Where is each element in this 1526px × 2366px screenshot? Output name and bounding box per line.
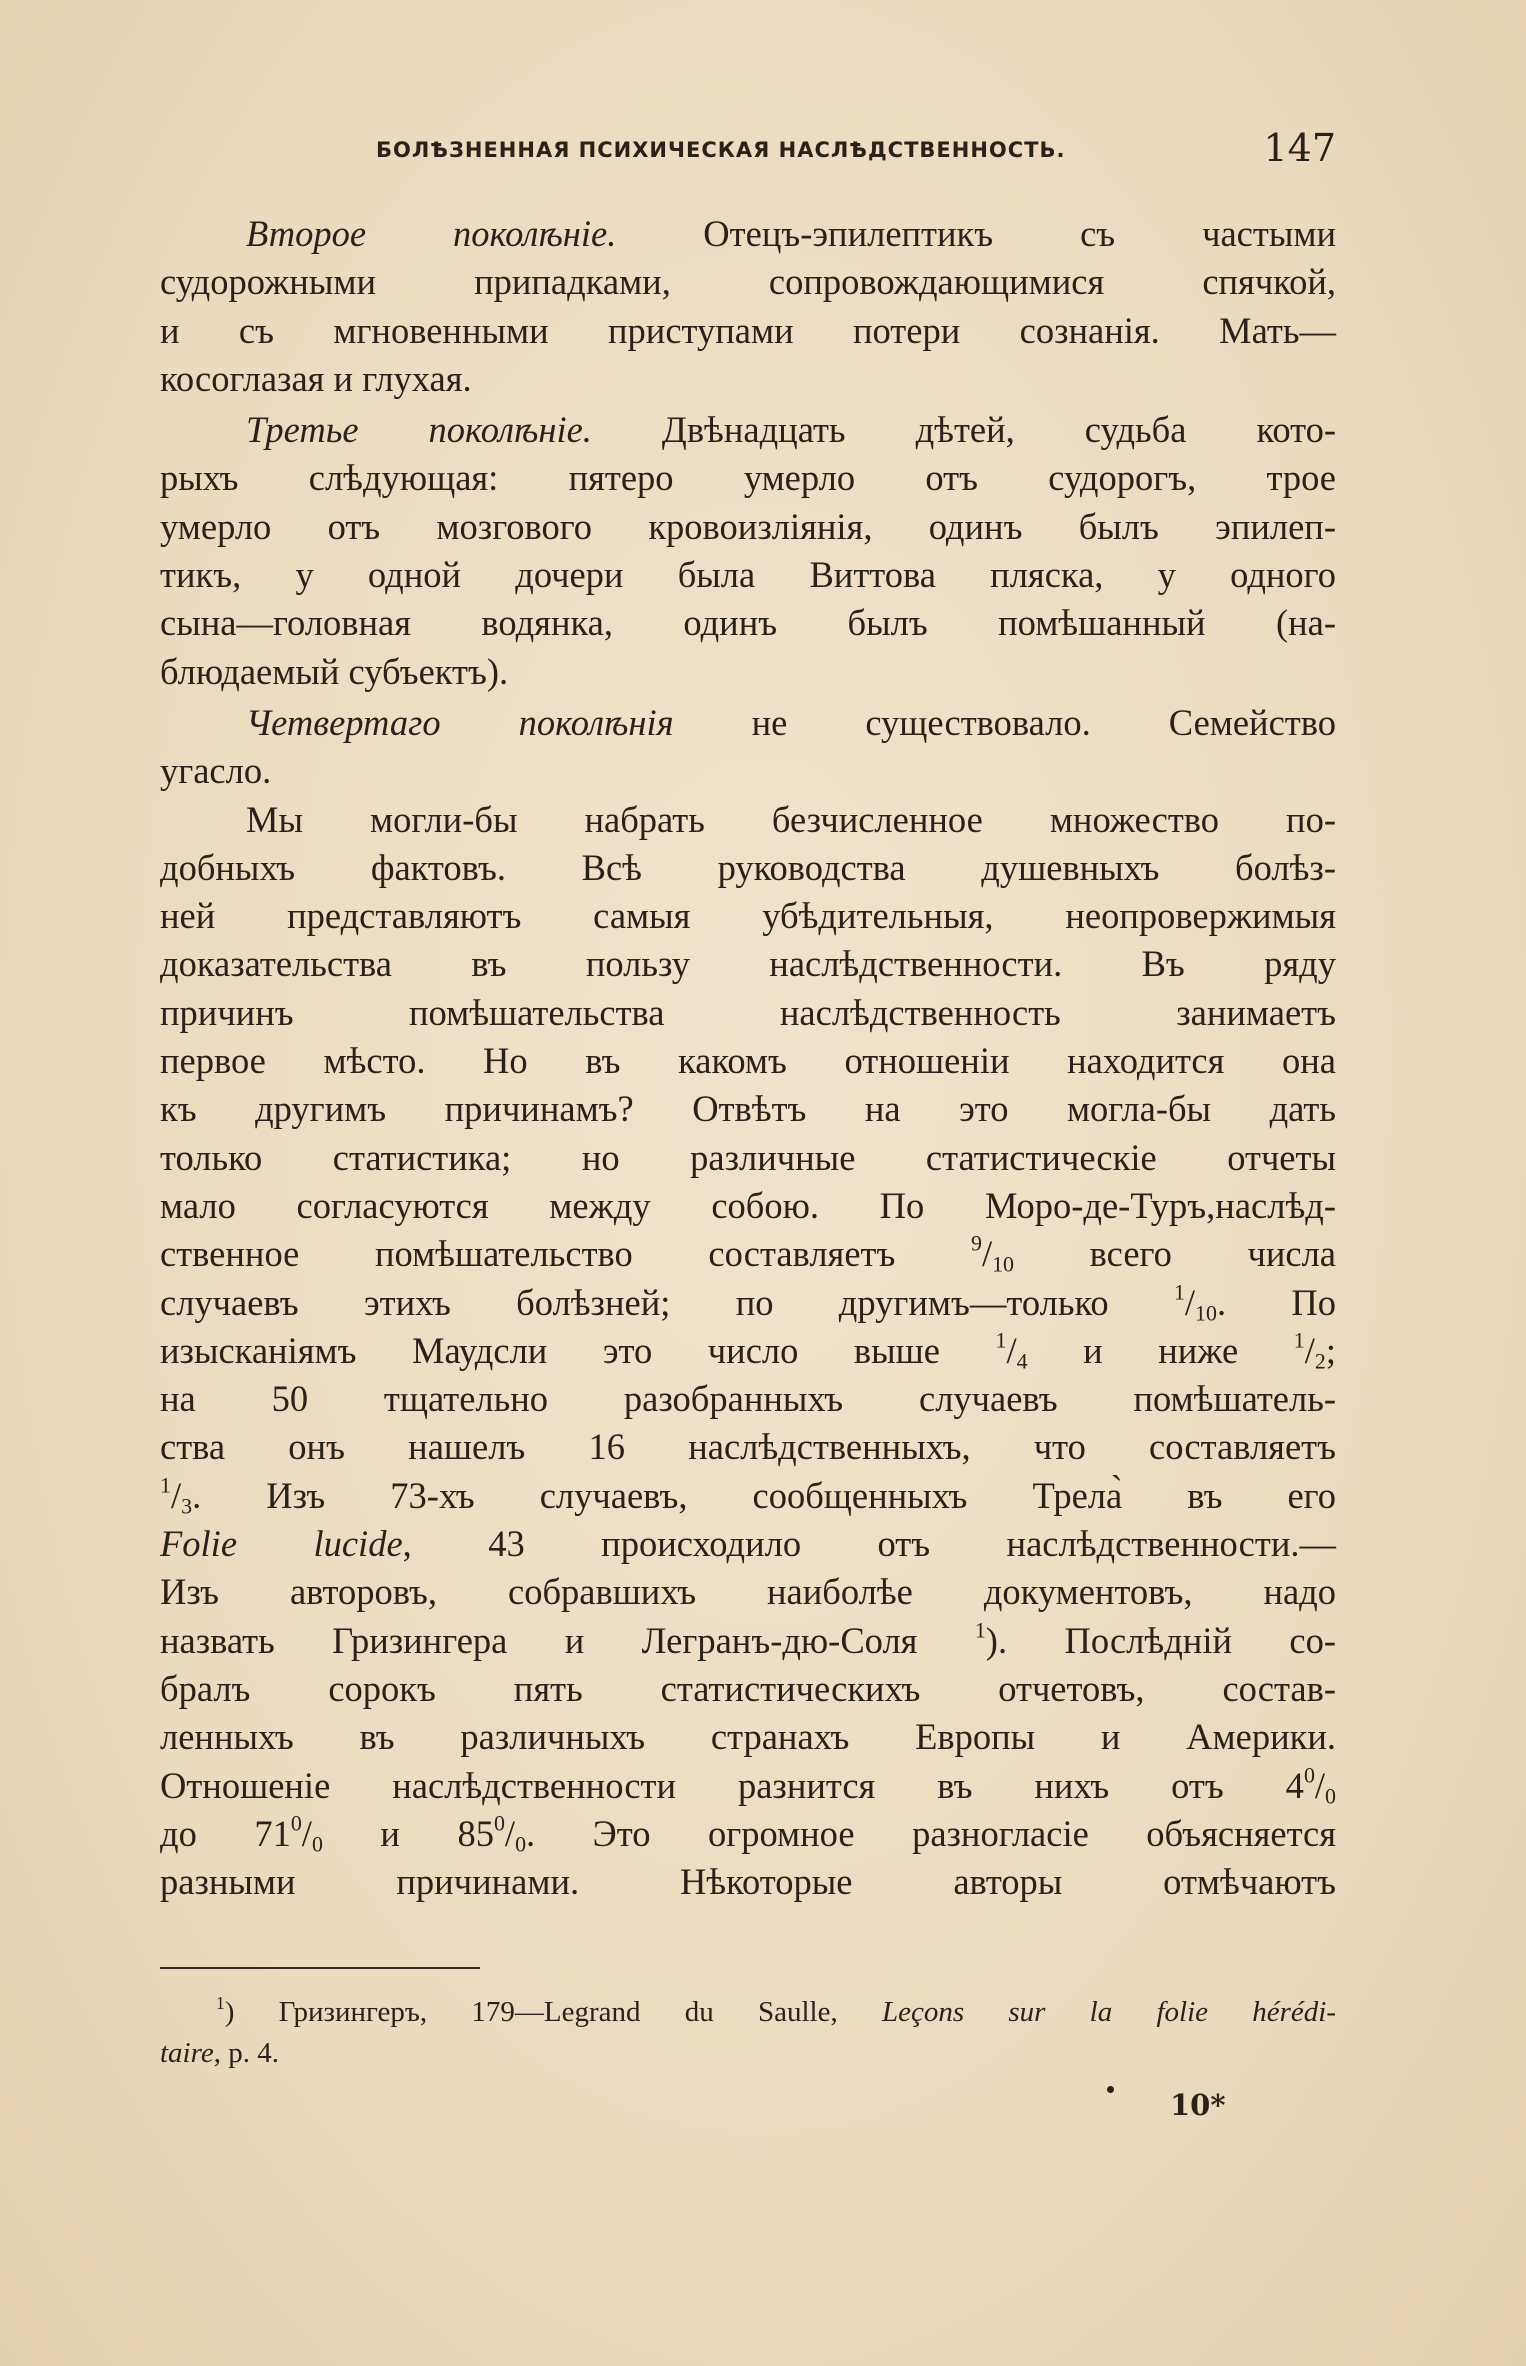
text-line: блюдаемый субъектъ).	[160, 650, 509, 692]
text-line	[160, 1762, 1336, 1810]
percent-sup: 0	[493, 1810, 505, 1836]
text-line: разными причинами. Нѣкоторые авторы отмѣчаютъ	[160, 1861, 1336, 1903]
fraction-numerator: 9	[971, 1230, 982, 1256]
page-number: 147	[1263, 126, 1336, 170]
text-line: къ другимъ причинамъ? Отвѣтъ на это могла-бы дать	[160, 1088, 1336, 1130]
text-line	[160, 1279, 1336, 1327]
running-title: БОЛѢЗНЕННАЯ ПСИХИЧЕСКАЯ НАСЛѢДСТВЕННОСТЬ.	[376, 138, 1066, 162]
text-line: рыхъ слѣдующая: пятеро умерло отъ судорогъ, трое	[160, 457, 1336, 499]
print-dot	[1107, 2086, 1114, 2093]
text-line: ства онъ нашелъ 16 наслѣдственныхъ, что составляетъ	[160, 1426, 1336, 1468]
text-line: Изъ авторовъ, собравшихъ наиболѣе документовъ, надо	[160, 1571, 1336, 1613]
text-line: на 50 тщательно разобранныхъ случаевъ помѣшатель-	[160, 1378, 1336, 1420]
fraction-denominator: 10	[992, 1251, 1014, 1277]
text-span: Отношеніе наслѣдственности разнится въ нихъ отъ 4	[160, 1764, 1304, 1806]
fraction-slash: /	[1006, 1329, 1017, 1371]
text-line	[160, 1617, 1336, 1665]
percent-sub: 0	[515, 1831, 527, 1857]
text-line	[160, 699, 1336, 747]
text-span: не существовало. Семейство	[673, 701, 1336, 743]
text-line: умерло отъ мозгового кровоизліянія, одинъ былъ эпилеп-	[160, 505, 1336, 547]
text-span: до 71	[160, 1812, 291, 1854]
italic-title: Leçons sur la folie hérédi-	[881, 1996, 1337, 2028]
text-line: косоглазая и глухая.	[160, 357, 472, 399]
text-span: ;	[1325, 1329, 1337, 1371]
fraction-numerator: 1	[160, 1472, 171, 1498]
italic-title: taire	[160, 2037, 214, 2069]
italic-heading: Второе поколѣніе.	[246, 213, 617, 254]
text-line	[160, 1327, 1336, 1375]
percent-sub: 0	[1325, 1782, 1336, 1808]
text-line: доказательства въ пользу наслѣдственности. Въ ряду	[160, 943, 1336, 985]
fraction-slash: /	[981, 1233, 993, 1275]
text-line: бралъ сорокъ пять статистическихъ отчетовъ, состав-	[160, 1667, 1336, 1709]
fraction-slash: /	[1184, 1281, 1196, 1323]
italic-heading: Четвертаго поколѣнія	[246, 701, 674, 743]
footnote-marker: 1	[216, 1992, 225, 2013]
text-span: ственное помѣшательство составляетъ	[160, 1233, 971, 1275]
text-span: ) Гризингеръ, 179—Legrand du Saulle,	[224, 1996, 882, 2028]
text-line	[160, 210, 1336, 258]
main-text	[160, 210, 1336, 1906]
text-span: Отецъ-эпилептикъ съ частыми	[616, 213, 1336, 254]
text-span: . Изъ 73-хъ случаевъ, сообщенныхъ Трела̀ въ его	[192, 1474, 1336, 1516]
text-line: угасло.	[160, 750, 272, 792]
text-line: только статистика; но различные статистическіе отчеты	[160, 1136, 1336, 1178]
text-span: ). Послѣдній со-	[985, 1619, 1336, 1661]
fraction-denominator: 2	[1314, 1348, 1326, 1374]
running-head	[376, 126, 1336, 176]
fraction-numerator: 1	[1173, 1279, 1185, 1305]
text-line: тикъ, у одной дочери была Виттова пляска, у одного	[160, 554, 1336, 596]
footnote-line	[160, 2033, 1336, 2074]
text-span: и 85	[322, 1812, 494, 1854]
fraction-denominator: 3	[181, 1493, 193, 1519]
text-span: Двѣнадцать дѣтей, судьба кото-	[591, 409, 1336, 451]
fraction-numerator: 1	[1293, 1327, 1305, 1353]
text-line: добныхъ фактовъ. Всѣ руководства душевныхъ болѣз-	[160, 846, 1336, 888]
text-line: первое мѣсто. Но въ какомъ отношеніи находится она	[160, 1040, 1336, 1082]
text-line	[160, 1472, 1336, 1520]
text-span: назвать Гризингера и Легранъ-дю-Соля	[160, 1619, 975, 1661]
fraction-slash: /	[1304, 1329, 1315, 1371]
text-line: ленныхъ въ различныхъ странахъ Европы и Америки.	[160, 1716, 1336, 1758]
text-line: судорожными припадками, сопровождающимися спячкой,	[160, 261, 1336, 303]
text-span: . По	[1216, 1281, 1337, 1323]
fraction-denominator: 4	[1016, 1348, 1028, 1374]
text-line	[160, 1230, 1336, 1278]
text-line	[160, 1810, 1336, 1858]
text-span: и ниже	[1027, 1329, 1294, 1371]
footnote-rule	[160, 1967, 480, 1969]
percent-sup: 0	[290, 1810, 302, 1836]
footnote-ref: 1	[974, 1617, 986, 1643]
text-span: всего числа	[1014, 1233, 1336, 1275]
text-span: , p. 4.	[213, 2037, 279, 2069]
signature-mark: 10*	[1170, 2088, 1226, 2122]
percent-sup: 0	[1303, 1762, 1315, 1788]
fraction-denominator: 10	[1195, 1300, 1217, 1325]
text-span: , 43 происходило отъ наслѣдственности.—	[402, 1523, 1336, 1565]
footnote-line	[160, 1992, 1336, 2033]
text-line: и съ мгновенными приступами потери сознанія. Мать—	[160, 309, 1336, 351]
text-span: . Это огромное разногласіе объясняется	[526, 1812, 1336, 1854]
italic-heading: Третье поколѣніе.	[246, 409, 592, 451]
fraction-slash: /	[170, 1474, 182, 1516]
fraction-numerator: 1	[995, 1327, 1007, 1353]
percent-sub: 0	[311, 1831, 323, 1857]
text-line: мало согласуются между собою. По Моро-де-Туръ,наслѣд-	[160, 1184, 1336, 1226]
percent-slash: /	[301, 1812, 312, 1854]
text-line: ней представляютъ самыя убѣдительныя, неопровержимыя	[160, 895, 1336, 937]
text-line	[160, 1520, 1336, 1568]
italic-title: Folie lucide	[160, 1523, 403, 1565]
text-line: Мы могли-бы набрать безчисленное множество по-	[246, 798, 1336, 840]
text-line	[160, 406, 1336, 454]
text-span: изысканіямъ Маудсли это число выше	[160, 1329, 996, 1371]
text-line: причинъ помѣшательства наслѣдственность занимаетъ	[160, 991, 1336, 1033]
text-line: сына—головная водянка, одинъ былъ помѣшанный (на-	[160, 602, 1336, 644]
text-span: случаевъ этихъ болѣзней; по другимъ—только	[160, 1281, 1174, 1323]
footnote	[160, 1992, 1336, 2074]
percent-slash: /	[504, 1812, 516, 1854]
percent-slash: /	[1314, 1764, 1326, 1806]
